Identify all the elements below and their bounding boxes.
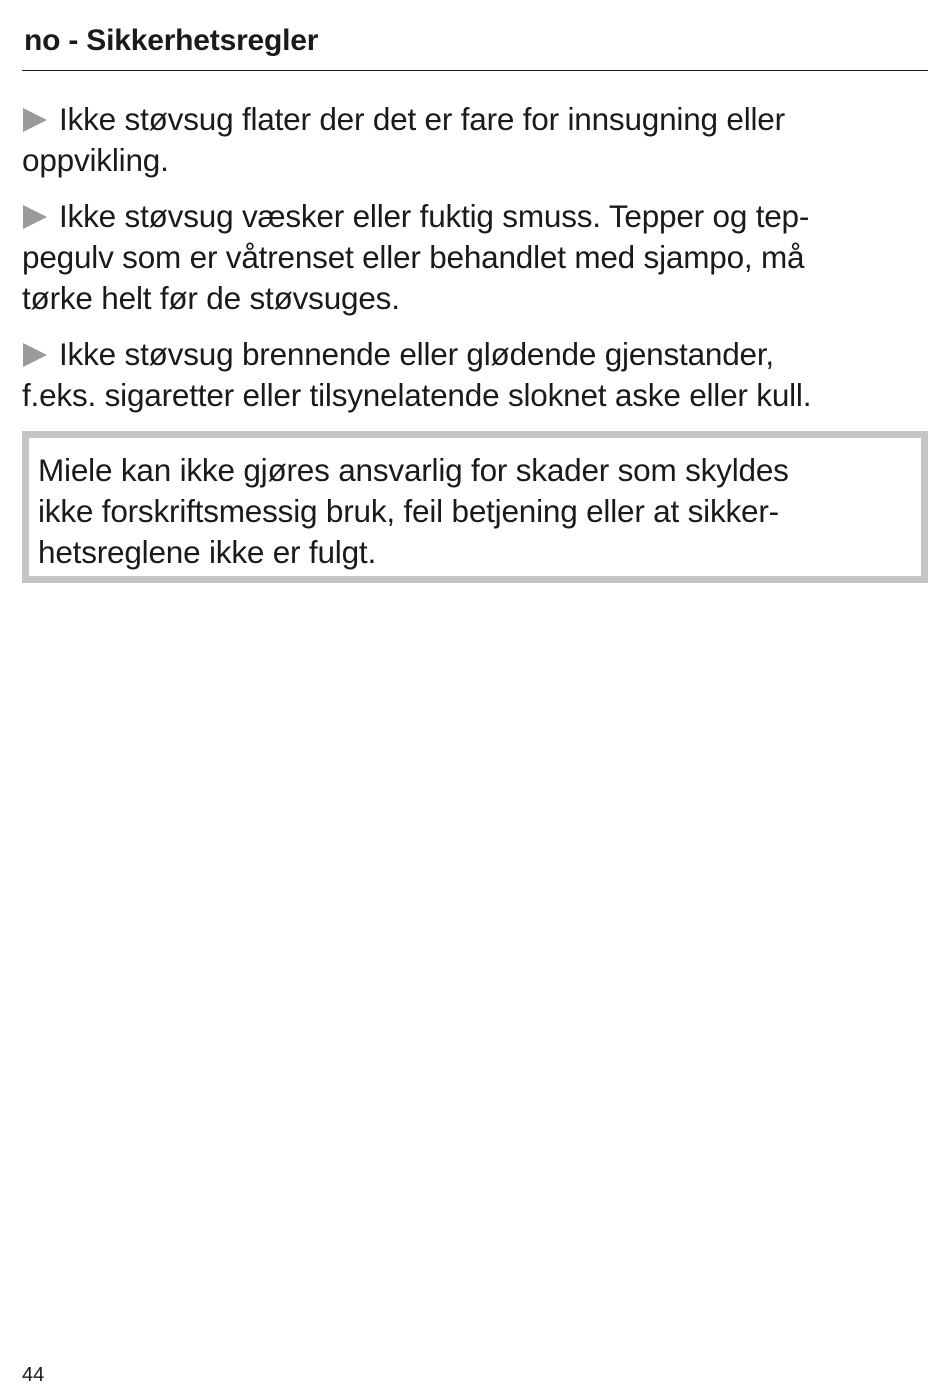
rule-text: Ikke støvsug flater der det er fare for innsugning eller <box>59 101 785 137</box>
rule-line: oppvikling. <box>22 142 169 178</box>
triangle-right-icon <box>23 343 47 367</box>
rule-text: Ikke støvsug væsker eller fuktig smuss. Tepper og tep- <box>59 198 810 234</box>
triangle-right-icon <box>23 205 47 229</box>
safety-rule <box>22 334 928 416</box>
rule-line <box>22 334 928 375</box>
page-header <box>22 22 928 71</box>
triangle-right-icon <box>23 108 47 132</box>
notice-line: ikke forskriftsmessig bruk, feil betjening eller at sikker- <box>38 493 779 529</box>
safety-rule <box>22 196 928 319</box>
rule-line: pegulv som er våtrenset eller behandlet med sjampo, må <box>22 239 805 275</box>
rule-text: Ikke støvsug brennende eller glødende gjenstander, <box>59 336 774 372</box>
safety-rule <box>22 99 928 181</box>
rule-line <box>22 196 928 237</box>
page-title: no - Sikkerhetsregler <box>24 24 319 57</box>
notice-line: hetsreglene ikke er fulgt. <box>38 534 376 570</box>
liability-notice-text <box>38 450 789 573</box>
notice-line: Miele kan ikke gjøres ansvarlig for skader som skyldes <box>38 452 789 488</box>
rule-line <box>22 99 928 140</box>
rule-line: f.eks. sigaretter eller tilsynelatende sloknet aske eller kull. <box>22 377 812 413</box>
safety-rules-list <box>22 99 928 431</box>
page-number: 44 <box>22 1364 45 1386</box>
liability-notice-box <box>22 431 928 583</box>
rule-line: tørke helt før de støvsuges. <box>22 280 400 316</box>
